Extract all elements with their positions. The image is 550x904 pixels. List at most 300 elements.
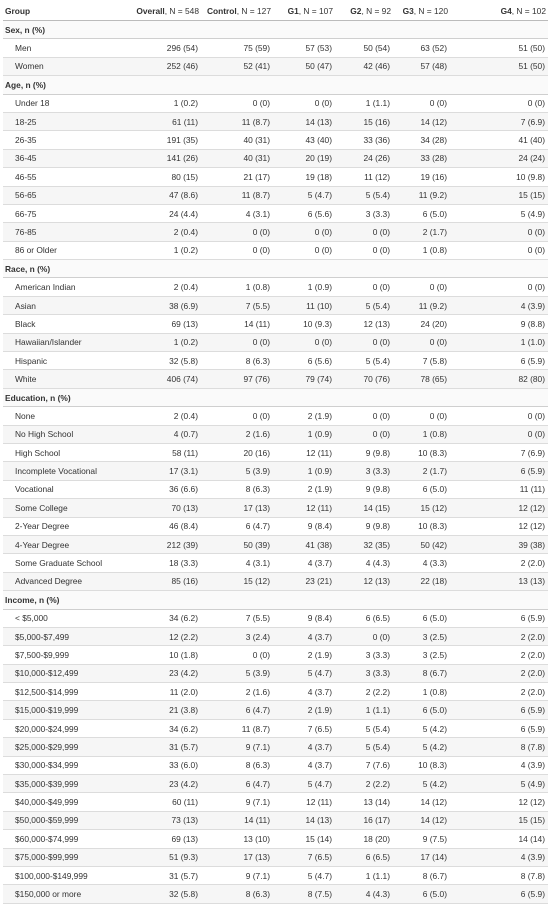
table-cell: 406 (74) <box>123 370 201 388</box>
table-cell: 8 (6.7) <box>393 866 450 884</box>
table-cell: 5 (4.2) <box>393 775 450 793</box>
table-row <box>3 352 548 370</box>
table-cell: 1 (0.2) <box>123 94 201 112</box>
table-cell: 57 (48) <box>393 57 450 75</box>
table-cell: 11 (8.7) <box>201 112 273 130</box>
table-cell: 4 (3.9) <box>450 756 548 774</box>
table-cell: 97 (76) <box>201 370 273 388</box>
table-cell: 11 (10) <box>273 296 335 314</box>
section-title: Sex, n (%) <box>3 21 548 39</box>
table-cell: 17 (13) <box>201 848 273 866</box>
table-cell: 4 (3.7) <box>273 738 335 756</box>
table-cell: 15 (15) <box>450 811 548 829</box>
table-cell: 8 (6.3) <box>201 480 273 498</box>
table-row <box>3 296 548 314</box>
table-cell: 6 (5.0) <box>393 204 450 222</box>
table-cell: 14 (11) <box>201 811 273 829</box>
table-cell: 50 (39) <box>201 535 273 553</box>
table-cell: 12 (2.2) <box>123 627 201 645</box>
table-cell: 1 (1.1) <box>335 701 393 719</box>
table-cell: 4 (4.3) <box>335 885 393 903</box>
header-col-n: , N = 127 <box>236 6 271 16</box>
table-cell: 12 (11) <box>273 443 335 461</box>
table-cell: 14 (15) <box>335 499 393 517</box>
table-cell: 73 (13) <box>123 811 201 829</box>
table-cell: 14 (14) <box>450 830 548 848</box>
table-cell: 4 (0.7) <box>123 425 201 443</box>
table-cell: 57 (53) <box>273 39 335 57</box>
row-label: 26-35 <box>3 131 123 149</box>
table-cell: 4 (3.1) <box>201 204 273 222</box>
table-cell: 6 (5.6) <box>273 204 335 222</box>
table-cell: 43 (40) <box>273 131 335 149</box>
header-col-n: , N = 102 <box>511 6 546 16</box>
table-cell: 2 (1.9) <box>273 646 335 664</box>
table-cell: 9 (9.8) <box>335 443 393 461</box>
table-cell: 12 (12) <box>450 499 548 517</box>
row-label: 46-55 <box>3 168 123 186</box>
table-row <box>3 57 548 75</box>
table-cell: 21 (3.8) <box>123 701 201 719</box>
table-row <box>3 646 548 664</box>
table-cell: 3 (3.3) <box>335 664 393 682</box>
header-col-n: , N = 548 <box>164 6 199 16</box>
row-label: 56-65 <box>3 186 123 204</box>
table-cell: 6 (5.9) <box>450 719 548 737</box>
row-label: Hawaiian/Islander <box>3 333 123 351</box>
header-group: Group <box>3 2 123 21</box>
table-cell: 15 (15) <box>450 186 548 204</box>
table-row <box>3 499 548 517</box>
table-cell: 4 (3.3) <box>393 554 450 572</box>
table-cell: 0 (0) <box>201 223 273 241</box>
row-label: Black <box>3 315 123 333</box>
table-cell: 5 (3.9) <box>201 462 273 480</box>
table-cell: 33 (36) <box>335 131 393 149</box>
table-cell: 9 (7.1) <box>201 738 273 756</box>
table-cell: 252 (46) <box>123 57 201 75</box>
table-cell: 0 (0) <box>201 241 273 259</box>
table-cell: 2 (1.7) <box>393 462 450 480</box>
table-cell: 0 (0) <box>335 407 393 425</box>
table-cell: 1 (0.8) <box>393 241 450 259</box>
table-cell: 2 (0.4) <box>123 407 201 425</box>
table-cell: 2 (1.6) <box>201 425 273 443</box>
table-row <box>3 756 548 774</box>
table-row <box>3 609 548 627</box>
table-cell: 0 (0) <box>335 333 393 351</box>
table-cell: 7 (6.9) <box>450 443 548 461</box>
table-row <box>3 775 548 793</box>
table-cell: 24 (24) <box>450 149 548 167</box>
table-cell: 12 (13) <box>335 572 393 590</box>
table-cell: 4 (3.1) <box>201 554 273 572</box>
row-label: Hispanic <box>3 352 123 370</box>
table-cell: 6 (5.0) <box>393 609 450 627</box>
table-cell: 7 (5.5) <box>201 609 273 627</box>
table-cell: 11 (12) <box>335 168 393 186</box>
row-label: 36-45 <box>3 149 123 167</box>
table-cell: 0 (0) <box>201 94 273 112</box>
table-cell: 17 (13) <box>201 499 273 517</box>
table-cell: 58 (11) <box>123 443 201 461</box>
table-cell: 14 (12) <box>393 811 450 829</box>
table-cell: 14 (13) <box>273 811 335 829</box>
table-cell: 6 (5.9) <box>450 352 548 370</box>
table-row <box>3 719 548 737</box>
table-cell: 82 (80) <box>450 370 548 388</box>
table-cell: 9 (8.4) <box>273 609 335 627</box>
table-cell: 2 (1.9) <box>273 407 335 425</box>
table-cell: 0 (0) <box>335 627 393 645</box>
header-col-name: G2 <box>350 6 362 16</box>
table-cell: 10 (9.8) <box>450 168 548 186</box>
table-cell: 6 (5.9) <box>450 885 548 903</box>
table-cell: 9 (7.1) <box>201 793 273 811</box>
table-cell: 4 (3.7) <box>273 683 335 701</box>
header-col-name: Control <box>206 6 237 16</box>
table-cell: 12 (12) <box>450 517 548 535</box>
table-cell: 0 (0) <box>393 278 450 296</box>
section-title: Income, n (%) <box>3 591 548 609</box>
table-cell: 5 (4.2) <box>393 719 450 737</box>
table-cell: 0 (0) <box>273 223 335 241</box>
table-header <box>3 2 548 21</box>
section-header-row <box>3 388 548 406</box>
header-col-n: , N = 107 <box>298 6 333 16</box>
table-row <box>3 830 548 848</box>
table-cell: 0 (0) <box>450 94 548 112</box>
header-col-0 <box>123 2 201 21</box>
table-cell: 1 (1.1) <box>335 94 393 112</box>
table-cell: 19 (18) <box>273 168 335 186</box>
table-row <box>3 333 548 351</box>
row-label: Vocational <box>3 480 123 498</box>
table-cell: 17 (14) <box>393 848 450 866</box>
table-cell: 41 (40) <box>450 131 548 149</box>
table-row <box>3 793 548 811</box>
table-cell: 13 (14) <box>335 793 393 811</box>
table-cell: 5 (4.7) <box>273 866 335 884</box>
table-cell: 14 (12) <box>393 793 450 811</box>
header-col-name: Overall <box>136 6 165 16</box>
table-cell: 9 (9.8) <box>335 517 393 535</box>
table-cell: 51 (50) <box>450 39 548 57</box>
table-cell: 5 (4.7) <box>273 775 335 793</box>
table-cell: 7 (6.9) <box>450 112 548 130</box>
table-cell: 24 (26) <box>335 149 393 167</box>
table-cell: 2 (1.7) <box>393 223 450 241</box>
table-cell: 38 (6.9) <box>123 296 201 314</box>
table-cell: 1 (1.0) <box>450 333 548 351</box>
section-title: Age, n (%) <box>3 76 548 94</box>
table-cell: 5 (4.7) <box>273 664 335 682</box>
table-row <box>3 168 548 186</box>
table-cell: 52 (41) <box>201 57 273 75</box>
row-label: White <box>3 370 123 388</box>
table-cell: 9 (8.8) <box>450 315 548 333</box>
table-cell: 0 (0) <box>393 333 450 351</box>
table-cell: 1 (1.1) <box>335 866 393 884</box>
table-row <box>3 535 548 553</box>
row-label: $150,000 or more <box>3 885 123 903</box>
table-cell: 11 (8.7) <box>201 719 273 737</box>
table-row <box>3 443 548 461</box>
table-cell: 32 (35) <box>335 535 393 553</box>
table-cell: 2 (2.0) <box>450 683 548 701</box>
section-title: Education, n (%) <box>3 388 548 406</box>
table-cell: 12 (12) <box>450 793 548 811</box>
header-col-n: , N = 120 <box>413 6 448 16</box>
table-cell: 61 (11) <box>123 112 201 130</box>
table-cell: 0 (0) <box>450 278 548 296</box>
table-cell: 2 (2.0) <box>450 646 548 664</box>
row-label: None <box>3 407 123 425</box>
row-label: Incomplete Vocational <box>3 462 123 480</box>
table-cell: 8 (6.7) <box>393 664 450 682</box>
table-cell: 10 (9.3) <box>273 315 335 333</box>
table-cell: 8 (6.3) <box>201 756 273 774</box>
table-row <box>3 811 548 829</box>
table-cell: 11 (2.0) <box>123 683 201 701</box>
table-cell: 12 (13) <box>335 315 393 333</box>
section-header-row <box>3 21 548 39</box>
table-cell: 10 (8.3) <box>393 756 450 774</box>
table-row <box>3 112 548 130</box>
table-cell: 7 (5.8) <box>393 352 450 370</box>
table-cell: 6 (4.7) <box>201 701 273 719</box>
row-label: American Indian <box>3 278 123 296</box>
table-cell: 10 (1.8) <box>123 646 201 664</box>
demographics-table <box>3 2 548 904</box>
section-header-row <box>3 260 548 278</box>
table-cell: 7 (7.6) <box>335 756 393 774</box>
table-cell: 31 (5.7) <box>123 738 201 756</box>
table-cell: 2 (2.0) <box>450 627 548 645</box>
table-cell: 0 (0) <box>393 407 450 425</box>
table-cell: 2 (2.2) <box>335 683 393 701</box>
header-col-1 <box>201 2 273 21</box>
table-body <box>3 21 548 904</box>
table-cell: 70 (76) <box>335 370 393 388</box>
table-cell: 6 (5.6) <box>273 352 335 370</box>
table-row <box>3 425 548 443</box>
header-col-name: G1 <box>287 6 299 16</box>
table-cell: 33 (28) <box>393 149 450 167</box>
table-cell: 2 (1.9) <box>273 701 335 719</box>
table-cell: 8 (6.3) <box>201 885 273 903</box>
table-cell: 1 (0.9) <box>273 462 335 480</box>
table-cell: 6 (5.0) <box>393 480 450 498</box>
table-cell: 5 (4.7) <box>273 186 335 204</box>
table-cell: 4 (3.7) <box>273 627 335 645</box>
table-row <box>3 204 548 222</box>
row-label: 18-25 <box>3 112 123 130</box>
table-cell: 8 (6.3) <box>201 352 273 370</box>
row-label: 66-75 <box>3 204 123 222</box>
table-cell: 1 (0.8) <box>201 278 273 296</box>
table-cell: 0 (0) <box>450 425 548 443</box>
row-label: Under 18 <box>3 94 123 112</box>
table-row <box>3 407 548 425</box>
row-label: $100,000-$149,999 <box>3 866 123 884</box>
row-label: Women <box>3 57 123 75</box>
section-title: Race, n (%) <box>3 260 548 278</box>
table-row <box>3 627 548 645</box>
table-row <box>3 241 548 259</box>
table-cell: 2 (1.9) <box>273 480 335 498</box>
table-cell: 34 (28) <box>393 131 450 149</box>
table-cell: 85 (16) <box>123 572 201 590</box>
table-row <box>3 885 548 903</box>
table-cell: 20 (19) <box>273 149 335 167</box>
row-label: $40,000-$49,999 <box>3 793 123 811</box>
section-header-row <box>3 591 548 609</box>
table-cell: 80 (15) <box>123 168 201 186</box>
table-cell: 0 (0) <box>273 241 335 259</box>
table-cell: 19 (16) <box>393 168 450 186</box>
table-cell: 4 (3.7) <box>273 756 335 774</box>
table-cell: 14 (11) <box>201 315 273 333</box>
header-col-4 <box>393 2 450 21</box>
table-cell: 22 (18) <box>393 572 450 590</box>
row-label: High School <box>3 443 123 461</box>
table-cell: 2 (0.4) <box>123 223 201 241</box>
table-cell: 15 (12) <box>201 572 273 590</box>
table-cell: 2 (0.4) <box>123 278 201 296</box>
table-row <box>3 554 548 572</box>
table-cell: 1 (0.8) <box>393 683 450 701</box>
table-cell: 18 (3.3) <box>123 554 201 572</box>
table-cell: 18 (20) <box>335 830 393 848</box>
table-row <box>3 517 548 535</box>
row-label: 2-Year Degree <box>3 517 123 535</box>
table-cell: 34 (6.2) <box>123 609 201 627</box>
table-cell: 50 (54) <box>335 39 393 57</box>
table-cell: 42 (46) <box>335 57 393 75</box>
header-col-n: , N = 92 <box>361 6 391 16</box>
table-cell: 32 (5.8) <box>123 885 201 903</box>
table-row <box>3 131 548 149</box>
row-label: Some Graduate School <box>3 554 123 572</box>
table-row <box>3 462 548 480</box>
table-cell: 12 (11) <box>273 793 335 811</box>
table-row <box>3 572 548 590</box>
table-row <box>3 149 548 167</box>
table-row <box>3 866 548 884</box>
table-cell: 40 (31) <box>201 131 273 149</box>
table-cell: 3 (2.5) <box>393 646 450 664</box>
table-cell: 1 (0.8) <box>393 425 450 443</box>
table-cell: 212 (39) <box>123 535 201 553</box>
table-cell: 2 (1.6) <box>201 683 273 701</box>
table-row <box>3 480 548 498</box>
row-label: Men <box>3 39 123 57</box>
table-cell: 6 (6.5) <box>335 609 393 627</box>
table-cell: 14 (13) <box>273 112 335 130</box>
table-cell: 3 (2.4) <box>201 627 273 645</box>
table-cell: 60 (11) <box>123 793 201 811</box>
row-label: $20,000-$24,999 <box>3 719 123 737</box>
table-row <box>3 370 548 388</box>
table-cell: 51 (50) <box>450 57 548 75</box>
table-cell: 11 (9.2) <box>393 296 450 314</box>
table-cell: 7 (5.5) <box>201 296 273 314</box>
table-cell: 5 (4.9) <box>450 204 548 222</box>
header-col-2 <box>273 2 335 21</box>
table-cell: 141 (26) <box>123 149 201 167</box>
table-cell: 6 (4.7) <box>201 775 273 793</box>
table-cell: 191 (35) <box>123 131 201 149</box>
header-col-name: G4 <box>500 6 512 16</box>
table-cell: 0 (0) <box>335 241 393 259</box>
table-cell: 36 (6.6) <box>123 480 201 498</box>
table-cell: 0 (0) <box>393 94 450 112</box>
table-cell: 47 (8.6) <box>123 186 201 204</box>
table-row <box>3 738 548 756</box>
table-cell: 0 (0) <box>335 425 393 443</box>
table-cell: 9 (8.4) <box>273 517 335 535</box>
table-cell: 5 (5.4) <box>335 296 393 314</box>
table-cell: 78 (65) <box>393 370 450 388</box>
table-cell: 13 (10) <box>201 830 273 848</box>
table-cell: 1 (0.2) <box>123 333 201 351</box>
row-label: No High School <box>3 425 123 443</box>
table-cell: 0 (0) <box>450 241 548 259</box>
table-cell: 0 (0) <box>273 94 335 112</box>
table-cell: 0 (0) <box>450 223 548 241</box>
table-cell: 0 (0) <box>201 646 273 664</box>
table-cell: 17 (3.1) <box>123 462 201 480</box>
table-cell: 21 (17) <box>201 168 273 186</box>
row-label: < $5,000 <box>3 609 123 627</box>
table-cell: 10 (8.3) <box>393 443 450 461</box>
table-row <box>3 278 548 296</box>
row-label: $25,000-$29,999 <box>3 738 123 756</box>
table-cell: 5 (3.9) <box>201 664 273 682</box>
table-cell: 6 (5.9) <box>450 609 548 627</box>
table-row <box>3 664 548 682</box>
table-cell: 6 (5.0) <box>393 885 450 903</box>
table-cell: 8 (7.5) <box>273 885 335 903</box>
row-label: Advanced Degree <box>3 572 123 590</box>
row-label: $30,000-$34,999 <box>3 756 123 774</box>
table-row <box>3 223 548 241</box>
header-col-5 <box>450 2 548 21</box>
row-label: $7,500-$9,999 <box>3 646 123 664</box>
table-cell: 1 (0.2) <box>123 241 201 259</box>
table-cell: 5 (5.4) <box>335 186 393 204</box>
table-cell: 20 (16) <box>201 443 273 461</box>
table-cell: 75 (59) <box>201 39 273 57</box>
table-cell: 11 (8.7) <box>201 186 273 204</box>
table-cell: 51 (9.3) <box>123 848 201 866</box>
table-row <box>3 683 548 701</box>
table-cell: 7 (6.5) <box>273 719 335 737</box>
table-cell: 296 (54) <box>123 39 201 57</box>
table-cell: 4 (3.9) <box>450 848 548 866</box>
table-cell: 24 (20) <box>393 315 450 333</box>
table-cell: 3 (3.3) <box>335 462 393 480</box>
table-cell: 7 (6.5) <box>273 848 335 866</box>
row-label: Some College <box>3 499 123 517</box>
table-cell: 0 (0) <box>201 407 273 425</box>
table-cell: 2 (2.0) <box>450 554 548 572</box>
table-row <box>3 94 548 112</box>
table-cell: 46 (8.4) <box>123 517 201 535</box>
table-cell: 34 (6.2) <box>123 719 201 737</box>
row-label: $5,000-$7,499 <box>3 627 123 645</box>
